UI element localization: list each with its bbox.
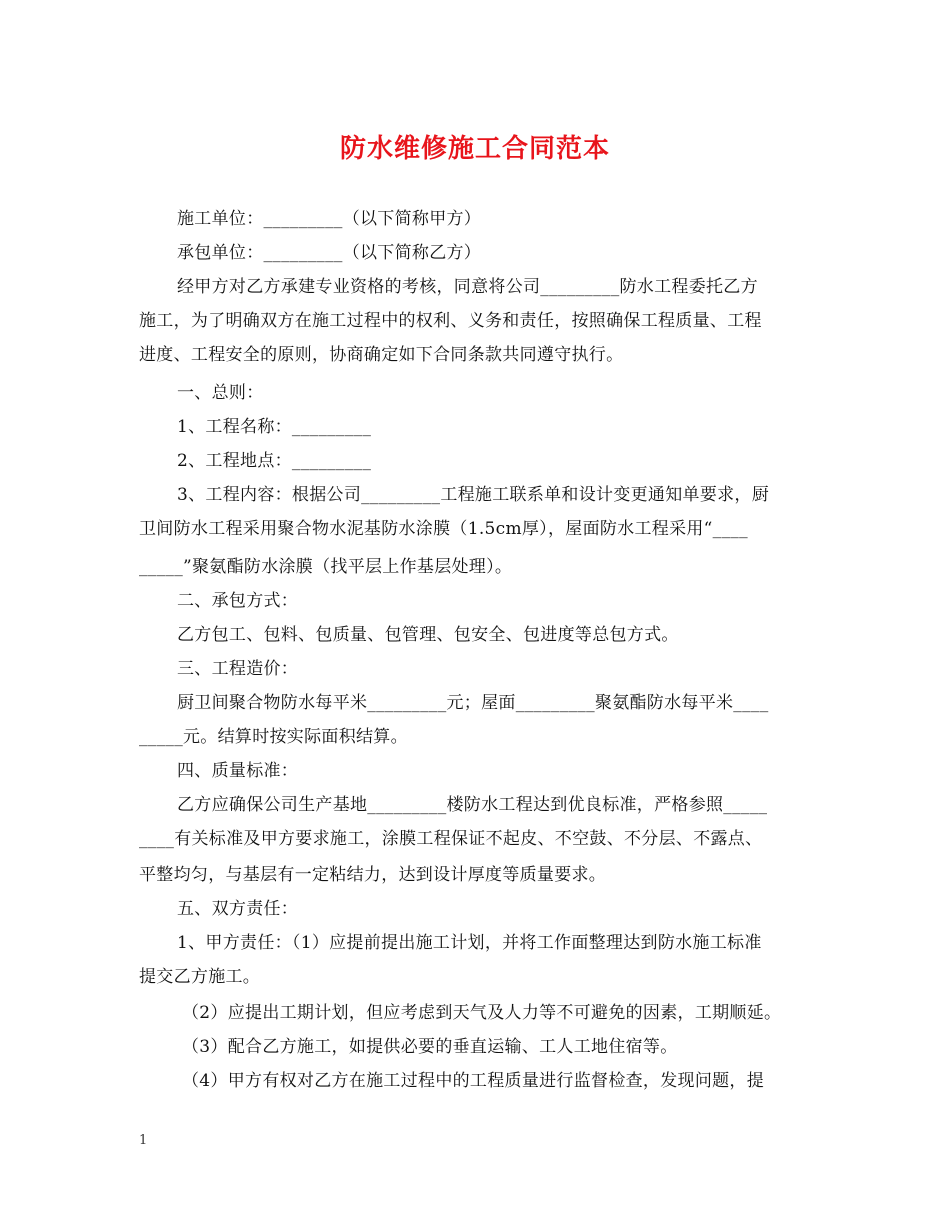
clause-text-line: 1、甲方责任：（1）应提前提出施工计划，并将工作面整理达到防水施工标准 bbox=[177, 933, 762, 953]
clause-text-line: 提交乙方施工。 bbox=[139, 967, 261, 987]
page-number: 1 bbox=[139, 1133, 148, 1148]
clause-text-line: 进度、工程安全的原则，协商确定如下合同条款共同遵守执行。 bbox=[139, 345, 624, 365]
clause-text-line: 3、工程内容：根据公司_________工程施工联系单和设计变更通知单要求，厨 bbox=[177, 485, 770, 505]
clause-text-line: 卫间防水工程采用聚合物水泥基防水涂膜（1.5cm厚），屋面防水工程采用“____ bbox=[139, 519, 748, 539]
clause-text-line: （4）甲方有权对乙方在施工过程中的工程质量进行监督检查，发现问题，提 bbox=[182, 1071, 765, 1091]
clause-text-line: _____”聚氨酯防水涂膜（找平层上作基层处理）。 bbox=[139, 557, 513, 577]
clause-text-line: 经甲方对乙方承建专业资格的考核，同意将公司_________防水工程委托乙方 bbox=[177, 277, 758, 297]
clause-text-line: （2）应提出工期计划，但应考虑到天气及人力等不可避免的因素，工期顺延。 bbox=[182, 1003, 782, 1023]
clause-text-line: _____元。结算时按实际面积结算。 bbox=[139, 727, 408, 747]
clause-text-line: 施工单位：_________（以下简称甲方） bbox=[177, 209, 482, 229]
section-heading: 四、质量标准： bbox=[177, 761, 299, 781]
clause-text-line: 平整均匀，与基层有一定粘结力，达到设计厚度等质量要求。 bbox=[139, 865, 607, 885]
clause-text-line: 2、工程地点：_________ bbox=[177, 451, 372, 471]
section-heading: 三、工程造价： bbox=[177, 659, 299, 679]
clause-text-line: ____有关标准及甲方要求施工，涂膜工程保证不起皮、不空鼓、不分层、不露点、 bbox=[139, 829, 763, 849]
document-title: 防水维修施工合同范本 bbox=[339, 134, 610, 164]
clause-text-line: 厨卫间聚合物防水每平米_________元；屋面_________聚氨酯防水每平米____ bbox=[177, 693, 769, 713]
clause-text-line: 承包单位：_________（以下简称乙方） bbox=[177, 243, 482, 263]
clause-text-line: 施工，为了明确双方在施工过程中的权利、义务和责任，按照确保工程质量、工程 bbox=[139, 311, 762, 331]
section-heading: 二、承包方式： bbox=[177, 591, 299, 611]
clause-text-line: （3）配合乙方施工，如提供必要的垂直运输、工人工地住宿等。 bbox=[182, 1037, 678, 1057]
clause-text-line: 乙方包工、包料、包质量、包管理、包安全、包进度等总包方式。 bbox=[177, 625, 679, 645]
section-heading: 五、双方责任： bbox=[177, 899, 299, 919]
clause-text-line: 1、工程名称：_________ bbox=[177, 417, 372, 437]
clause-text-line: 乙方应确保公司生产基地_________楼防水工程达到优良标准，严格参照_____ bbox=[177, 795, 768, 815]
section-heading: 一、总则： bbox=[177, 383, 264, 403]
